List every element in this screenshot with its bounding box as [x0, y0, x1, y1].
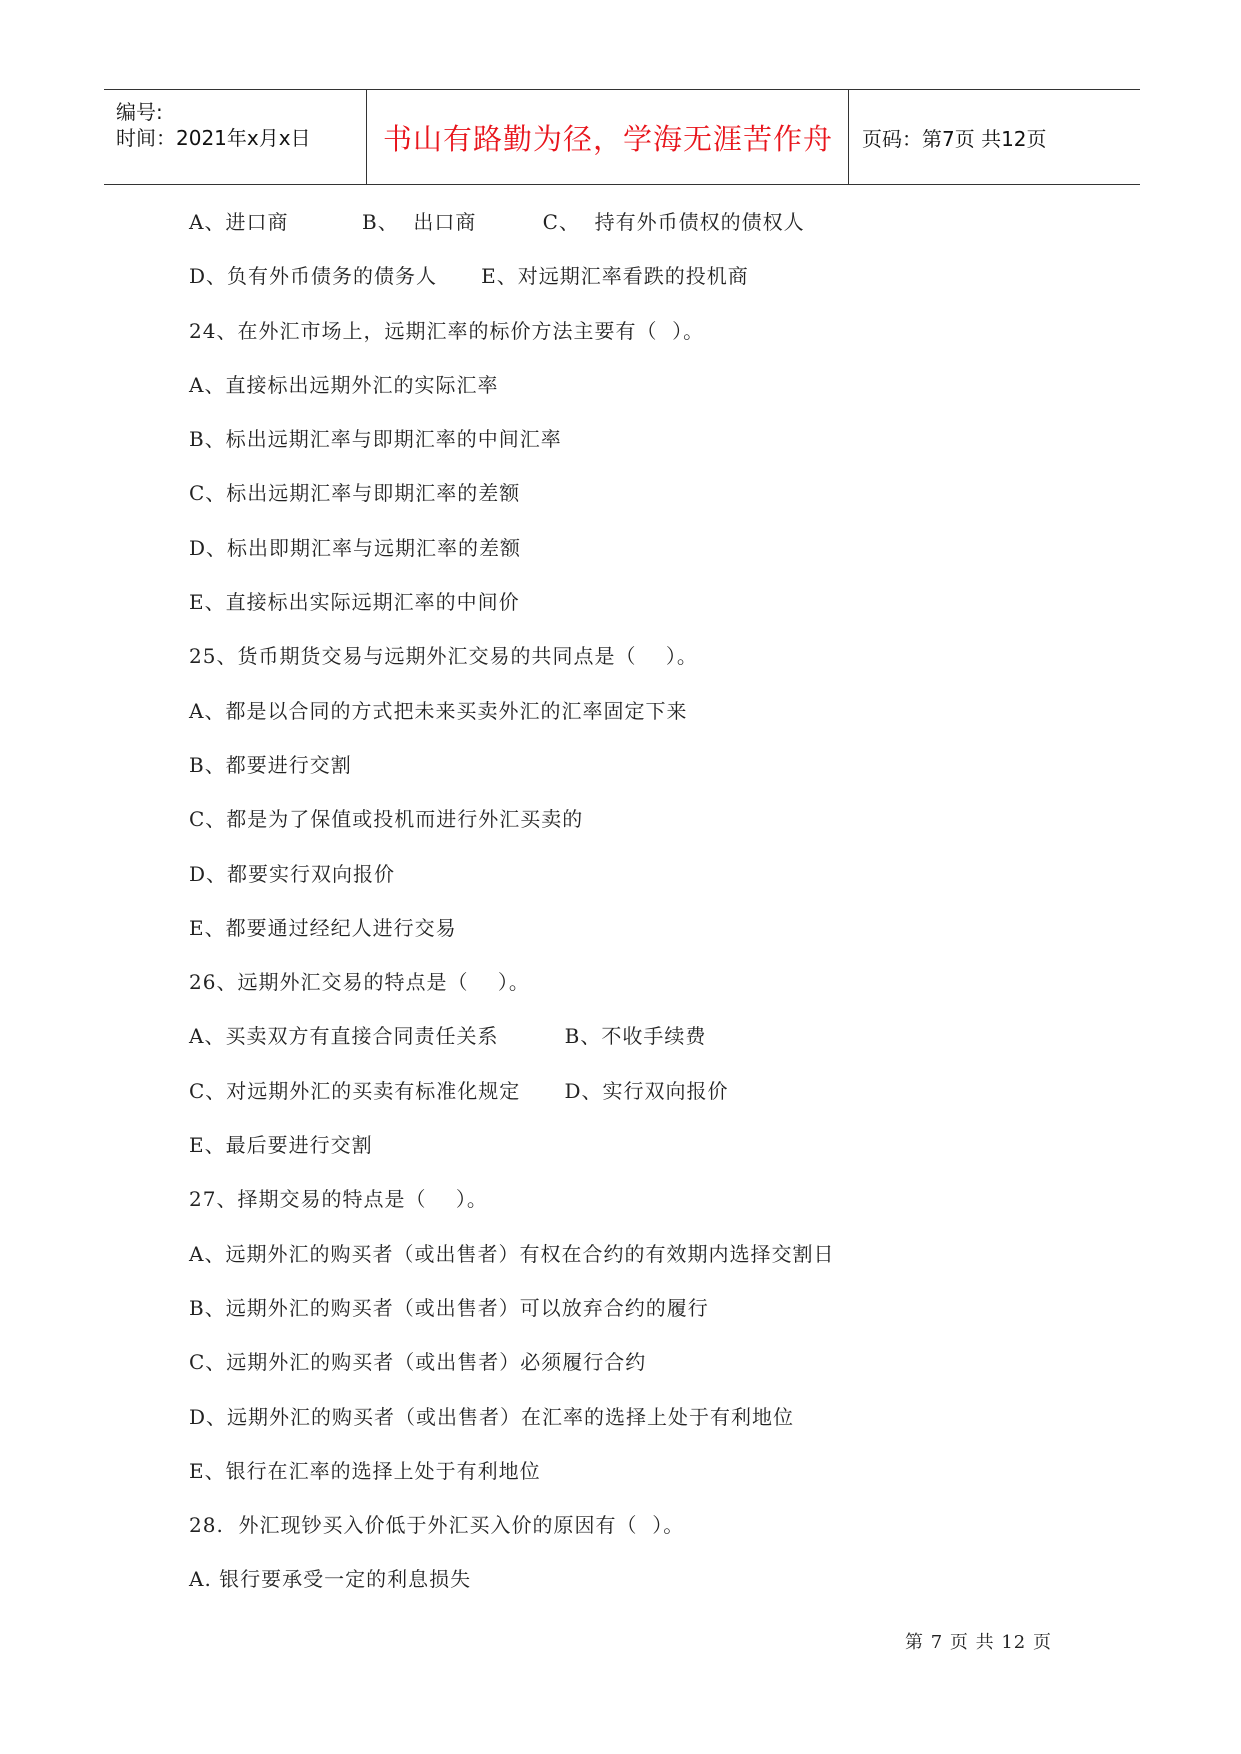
text-line: E、银行在汇率的选择上处于有利地位: [189, 1458, 541, 1483]
text-line: A、直接标出远期外汇的实际汇率: [189, 372, 499, 397]
header-motto: 书山有路勤为径，学海无涯苦作舟: [382, 121, 833, 156]
text-line: C、远期外汇的购买者（或出售者）必须履行合约: [189, 1350, 647, 1375]
header-page-cell: [850, 90, 1140, 184]
text-line: A、买卖双方有直接合同责任关系 B、不收手续费: [189, 1024, 707, 1049]
text-line: E、最后要进行交割: [189, 1133, 373, 1158]
text-line: D、远期外汇的购买者（或出售者）在汇率的选择上处于有利地位: [189, 1404, 795, 1429]
text-line: C、对远期外汇的买卖有标准化规定 D、实行双向报价: [189, 1078, 729, 1103]
text-line: 28. 外汇现钞买入价低于外汇买入价的原因有（ ）。: [189, 1513, 685, 1538]
text-line: C、标出远期汇率与即期汇率的差额: [189, 481, 521, 506]
text-line: 24、在外汇市场上，远期汇率的标价方法主要有（ ）。: [189, 318, 705, 343]
text-line: 27、择期交易的特点是（ ）。: [189, 1187, 488, 1212]
text-line: D、标出即期汇率与远期汇率的差额: [189, 535, 522, 560]
page-header: [104, 89, 1140, 185]
question-content: [189, 202, 1089, 1614]
header-motto-cell: [368, 90, 849, 184]
text-line: 25、货币期货交易与远期外汇交易的共同点是（ ）。: [189, 644, 698, 669]
page-footer: 第 7 页 共 12 页: [905, 1632, 1052, 1653]
text-line: A、都是以合同的方式把未来买卖外汇的汇率固定下来: [189, 698, 688, 723]
text-line: C、都是为了保值或投机而进行外汇买卖的: [189, 807, 584, 832]
text-line: E、都要通过经纪人进行交易: [189, 915, 457, 940]
header-page-number: 页码：第7页 共12页: [862, 126, 1047, 151]
document-time-label: 时间：2021年x月x日: [116, 126, 311, 150]
text-line: 26、远期外汇交易的特点是（ ）。: [189, 970, 530, 995]
text-line: B、标出远期汇率与即期汇率的中间汇率: [189, 427, 562, 452]
text-line: A、进口商 B、 出口商 C、 持有外币债权的债权人: [189, 210, 805, 234]
text-line: D、都要实行双向报价: [189, 861, 396, 886]
text-line: B、远期外汇的购买者（或出售者）可以放弃合约的履行: [189, 1295, 709, 1320]
text-line: A. 银行要承受一定的利息损失: [189, 1567, 472, 1592]
text-line: E、直接标出实际远期汇率的中间价: [189, 590, 520, 615]
text-line: D、负有外币债务的债务人 E、对远期汇率看跌的投机商: [189, 264, 749, 289]
text-line: B、都要进行交割: [189, 752, 352, 777]
document-code-label: 编号:: [116, 100, 163, 124]
text-line: A、远期外汇的购买者（或出售者）有权在合约的有效期内选择交割日: [189, 1241, 835, 1266]
header-meta-cell: [104, 90, 367, 184]
